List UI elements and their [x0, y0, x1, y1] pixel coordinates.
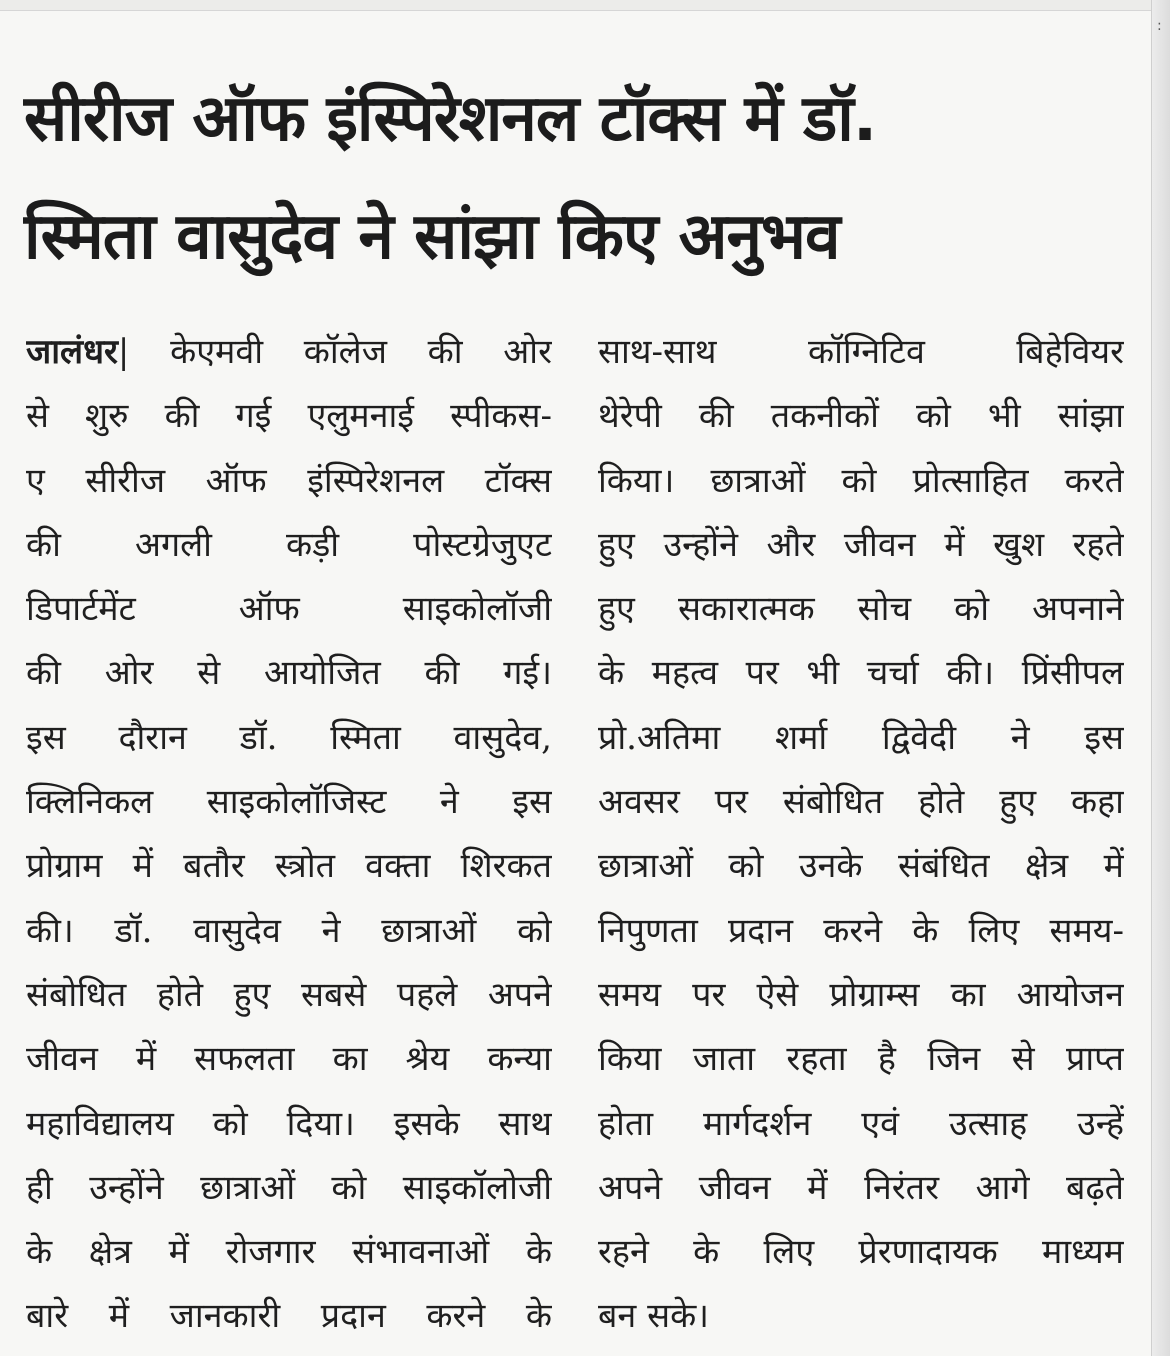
body-line: हुए सकारात्मक सोच को अपनाने: [598, 589, 1124, 630]
body-line: प्रो.अतिमा शर्मा द्विवेदी ने इस: [598, 717, 1124, 758]
page-edge: [1151, 0, 1170, 1356]
headline-line-1: सीरीज ऑफ इंस्पिरेशनल टॉक्स में डॉ.: [24, 82, 877, 156]
body-line: ही उन्होंने छात्राओं को साइकॉलोजी: [26, 1167, 552, 1208]
body-line: डिपार्टमेंट ऑफ साइकोलॉजी: [26, 589, 552, 630]
article-column-right: [598, 320, 1124, 1349]
body-line: की। डॉ. वासुदेव ने छात्राओं को: [26, 910, 552, 951]
body-line: इस दौरान डॉ. स्मिता वासुदेव,: [26, 717, 552, 758]
body-line: से शुरु की गई एलुमनाई स्पीकस-: [26, 396, 552, 437]
body-line: छात्राओं को उनके संबंधित क्षेत्र में: [598, 846, 1124, 887]
body-line: क्लिनिकल साइकोलॉजिस्ट ने इस: [26, 782, 552, 823]
body-line: किया। छात्राओं को प्रोत्साहित करते: [598, 460, 1124, 501]
body-line: बारे में जानकारी प्रदान करने के: [26, 1296, 552, 1337]
body-line: साथ-साथ कॉग्निटिव बिहेवियर: [598, 332, 1124, 372]
body-line: समय पर ऐसे प्रोग्राम्स का आयोजन: [598, 974, 1124, 1015]
dateline-separator: |: [117, 332, 130, 372]
body-line: [26, 320, 552, 384]
body-line: किया जाता रहता है जिन से प्राप्त: [598, 1039, 1124, 1080]
body-line: प्रोग्राम में बतौर स्त्रोत वक्ता शिरकत: [26, 846, 552, 887]
body-line: की अगली कड़ी पोस्टग्रेजुएट: [26, 524, 552, 565]
body-line: के महत्व पर भी चर्चा की। प्रिंसीपल: [598, 653, 1124, 694]
headline: [24, 60, 1144, 296]
body-line: निपुणता प्रदान करने के लिए समय-: [598, 910, 1124, 951]
edge-mark: :: [1157, 18, 1162, 34]
body-line: होता मार्गदर्शन एवं उत्साह उन्हें: [598, 1103, 1124, 1144]
body-line: के क्षेत्र में रोजगार संभावनाओं के: [26, 1232, 552, 1273]
headline-line-2: स्मिता वासुदेव ने सांझा किए अनुभव: [24, 200, 840, 274]
body-line: ए सीरीज ऑफ इंस्पिरेशनल टॉक्स: [26, 460, 552, 501]
body-line: जीवन में सफलता का श्रेय कन्या: [26, 1039, 552, 1080]
dateline: जालंधर: [26, 332, 118, 372]
body-line: महाविद्यालय को दिया। इसके साथ: [26, 1103, 552, 1144]
body-line: संबोधित होते हुए सबसे पहले अपने: [26, 974, 552, 1015]
body-line: बन सके।: [598, 1296, 710, 1337]
column-gutter: [572, 320, 573, 1330]
body-line: अपने जीवन में निरंतर आगे बढ़ते: [598, 1167, 1124, 1208]
body-line: हुए उन्होंने और जीवन में खुश रहते: [598, 524, 1124, 565]
body-line: रहने के लिए प्रेरणादायक माध्यम: [598, 1232, 1124, 1273]
top-border: [0, 0, 1170, 11]
body-line: थेरेपी की तकनीकों को भी सांझा: [598, 396, 1124, 437]
body-line: अवसर पर संबोधित होते हुए कहा: [598, 782, 1124, 823]
article-column-left: [26, 320, 552, 1349]
body-line: की ओर से आयोजित की गई।: [26, 653, 552, 694]
body-text: केएमवी कॉलेज की ओर: [129, 332, 552, 372]
